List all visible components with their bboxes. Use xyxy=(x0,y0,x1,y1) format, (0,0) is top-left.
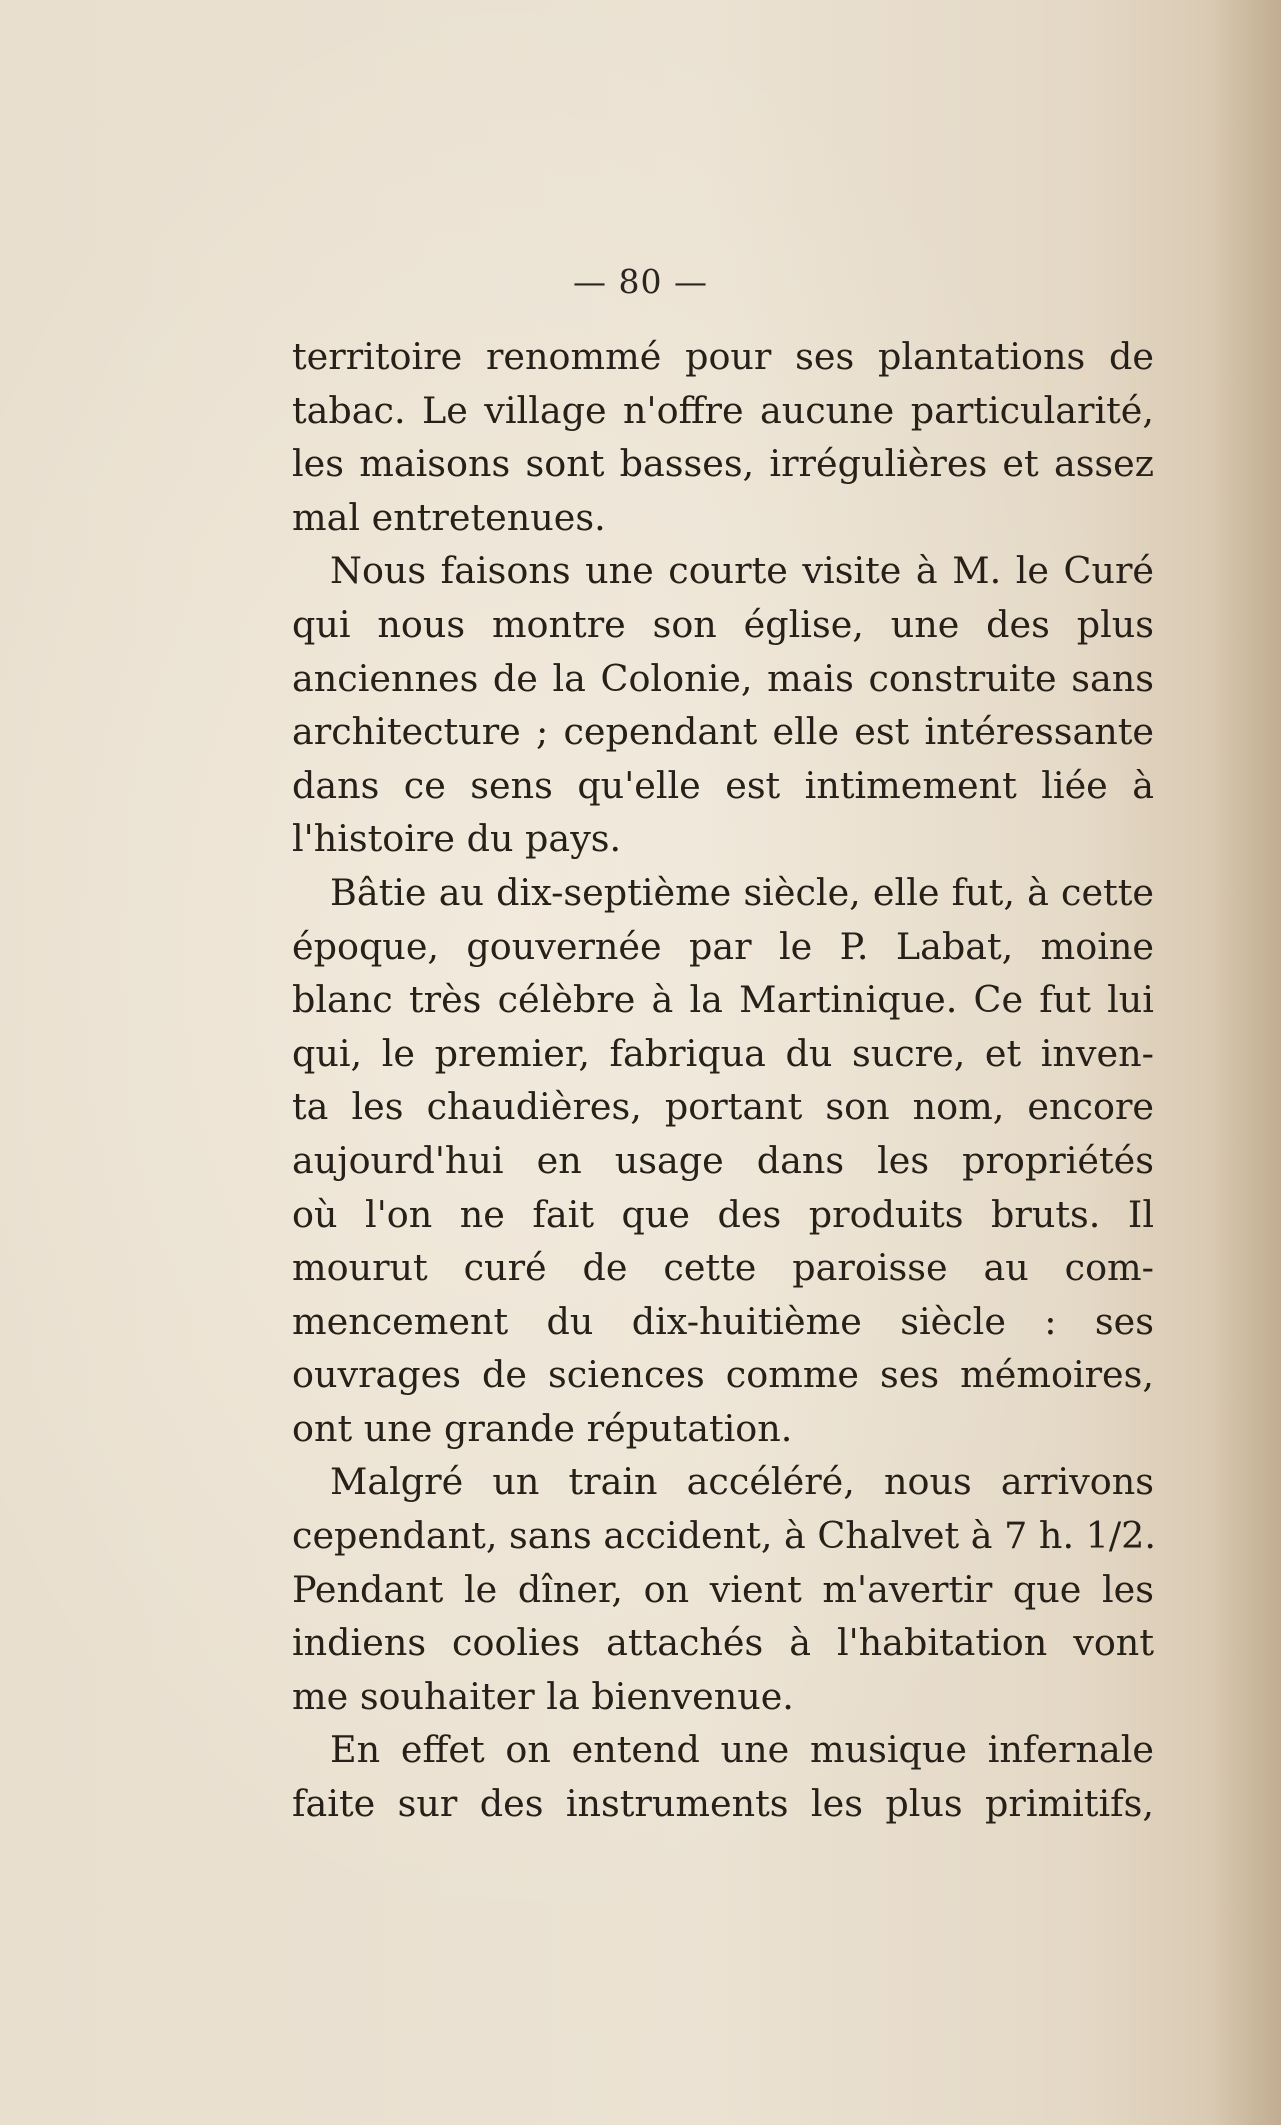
text-line: qui, le premier, fabriqua du sucre, et inven- xyxy=(292,1031,1154,1075)
text-line: me souhaiter la bienvenue. xyxy=(292,1674,794,1718)
text-line: En effet on entend une musique infernale xyxy=(330,1728,1154,1772)
text-line: époque, gouvernée par le P. Labat, moine xyxy=(292,924,1154,968)
text-line: mencement du dix-huitième siècle : ses xyxy=(292,1299,1154,1343)
text-line: qui nous montre son église, une des plus xyxy=(292,602,1154,646)
text-line: faite sur des instruments les plus primitifs, xyxy=(292,1782,1154,1826)
text-line: anciennes de la Colonie, mais construite sans xyxy=(292,656,1154,700)
text-line: dans ce sens qu'elle est intimement liée à xyxy=(292,763,1154,807)
page-number: — 80 — xyxy=(573,262,708,301)
text-line: blanc très célèbre à la Martinique. Ce fut lui xyxy=(292,978,1154,1022)
text-line: mal entretenues. xyxy=(292,495,606,539)
text-line: ont une grande réputation. xyxy=(292,1406,793,1450)
text-line: tabac. Le village n'offre aucune particularité, xyxy=(292,388,1154,432)
text-line: Pendant le dîner, on vient m'avertir que les xyxy=(292,1567,1154,1611)
text-line: aujourd'hui en usage dans les propriétés xyxy=(292,1138,1154,1182)
text-line: l'histoire du pays. xyxy=(292,817,622,861)
page-edge-shadow xyxy=(1211,0,1281,2125)
text-line: Bâtie au dix-septième siècle, elle fut, à cette xyxy=(330,870,1154,914)
text-line: Malgré un train accéléré, nous arrivons xyxy=(330,1460,1154,1504)
text-line: où l'on ne fait que des produits bruts. Il xyxy=(292,1192,1154,1236)
text-line: ouvrages de sciences comme ses mémoires, xyxy=(292,1353,1154,1397)
text-line: mourut curé de cette paroisse au com- xyxy=(292,1246,1154,1290)
text-line: Nous faisons une courte visite à M. le Curé xyxy=(330,549,1154,593)
text-line: ta les chaudières, portant son nom, encore xyxy=(292,1085,1154,1129)
text-line: territoire renommé pour ses plantations de xyxy=(292,335,1154,378)
text-line: cependant, sans accident, à Chalvet à 7 h. 1/2. xyxy=(292,1514,1156,1558)
text-line: indiens coolies attachés à l'habitation vont xyxy=(292,1621,1154,1665)
body-text xyxy=(292,330,1154,1831)
text-line: les maisons sont basses, irrégulières et assez xyxy=(292,442,1154,486)
text-line: architecture ; cependant elle est intéressante xyxy=(292,710,1154,754)
